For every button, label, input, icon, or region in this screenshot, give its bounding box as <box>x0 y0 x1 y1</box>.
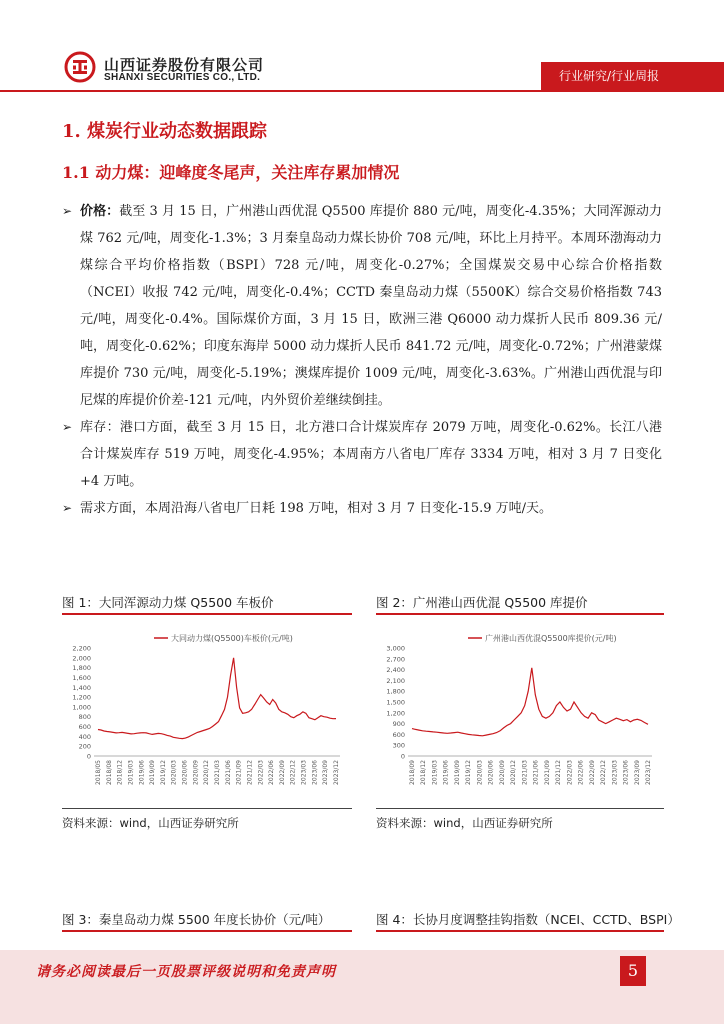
y-tick-label: 2,400 <box>386 666 405 675</box>
series-line <box>98 658 336 739</box>
section-heading: 1. 煤炭行业动态数据跟踪 <box>62 121 268 142</box>
x-tick-label: 2019/06 <box>138 760 146 785</box>
figure-2-title: 图 2：广州港山西优混 Q5500 库提价 <box>376 595 588 610</box>
x-tick-label: 2022/12 <box>600 760 608 785</box>
bullet-demand <box>62 495 662 522</box>
x-tick-label: 2020/03 <box>170 760 178 785</box>
y-tick-label: 1,200 <box>72 693 91 702</box>
x-tick-label: 2022/03 <box>257 760 265 785</box>
x-tick-label: 2023/06 <box>622 760 630 785</box>
bullet-inventory <box>62 414 662 495</box>
x-tick-label: 2018/12 <box>116 760 124 785</box>
x-tick-label: 2021/06 <box>532 760 540 785</box>
figure-2-top-rule <box>376 613 664 615</box>
y-tick-label: 0 <box>400 752 405 761</box>
y-tick-label: 300 <box>392 741 405 750</box>
page-number: 5 <box>620 956 646 986</box>
page-footer <box>0 950 724 1024</box>
header-divider <box>0 90 724 92</box>
x-tick-label: 2021/09 <box>543 760 551 785</box>
y-tick-label: 2,200 <box>72 644 91 653</box>
x-tick-label: 2020/06 <box>181 760 189 785</box>
page-header <box>0 0 724 98</box>
y-tick-label: 1,200 <box>386 709 405 718</box>
x-tick-label: 2021/03 <box>521 760 529 785</box>
figure-2-chart <box>376 620 664 805</box>
x-tick-label: 2019/12 <box>465 760 473 785</box>
figure-1-source: 资料来源：wind，山西证券研究所 <box>62 816 239 830</box>
x-tick-label: 2020/06 <box>487 760 495 785</box>
arrow-bullet-icon: ➢ <box>62 501 73 515</box>
figure-1-top-rule <box>62 613 352 615</box>
figure-2-bottom-rule <box>376 808 664 809</box>
figure-3-top-rule <box>62 930 352 932</box>
figure-2-source: 资料来源：wind，山西证券研究所 <box>376 816 553 830</box>
bullet-text: 库存：港口方面，截至 3 月 15 日，北方港口合计煤炭库存 2079 万吨，周变化-0.62%。长江八港合计煤炭库存 519 万吨，周变化-4.95%；本周南方八省电厂库存 3334 万吨，相对 3 月 7 日变化+4 万吨。 <box>80 420 662 489</box>
y-tick-label: 600 <box>392 730 405 739</box>
y-tick-label: 900 <box>392 720 405 729</box>
figure-1-bottom-rule <box>62 808 352 809</box>
y-tick-label: 1,800 <box>386 687 405 696</box>
y-tick-label: 200 <box>78 742 91 751</box>
x-tick-label: 2019/09 <box>149 760 157 785</box>
y-tick-label: 1,600 <box>72 673 91 682</box>
x-tick-label: 2018/08 <box>105 760 113 785</box>
x-tick-label: 2018/09 <box>409 760 416 785</box>
x-tick-label: 2023/03 <box>611 760 619 785</box>
company-name-en: SHANXI SECURITIES CO., LTD. <box>104 72 261 83</box>
legend-label: 大同动力煤(Q5500)车板价(元/吨) <box>171 634 293 643</box>
x-tick-label: 2022/09 <box>278 760 286 785</box>
x-tick-label: 2019/09 <box>453 760 461 785</box>
report-type-badge: 行业研究/行业周报 <box>541 62 724 90</box>
x-tick-label: 2022/06 <box>268 760 276 785</box>
bullet-text: 截至 3 月 15 日，广州港山西优混 Q5500 库提价 880 元/吨，周变化-4.35%；大同浑源动力煤 762 元/吨，周变化-1.3%；3 月秦皇岛动力煤长协价 708 元/吨，环比上月持平。本周环渤海动力煤综合平均价格指数（BSPI）728 元/吨，周变化-0.27%；全国煤炭交易中心综合价格指数（NCEI）收报 742 元/吨，周变化-0.4%；CCTD 秦皇岛动力煤（5500K）综合交易价格指数 743 元/吨，周变化-0.4%。国际煤价方面，3 月 15 日，欧洲三港 Q6000 动力煤折人民币 809.36 元/吨，周变化-0.62%；印度东海岸 5000 动力煤折人民币 841.72 元/吨，周变化-0.72%；广州港蒙煤库提价 730 元/吨，周变化-5.19%；澳煤库提价 1009 元/吨，周变化-3.63%。广州港山西优混与印尼煤的库提价价差-121 元/吨，内外贸价差继续倒挂。 <box>80 204 662 408</box>
x-tick-label: 2020/09 <box>192 760 200 785</box>
bullet-lead: 价格： <box>80 204 120 219</box>
x-tick-label: 2022/06 <box>577 760 585 785</box>
y-tick-label: 600 <box>78 723 91 732</box>
figure-1-title: 图 1：大同浑源动力煤 Q5500 车板价 <box>62 595 274 610</box>
x-tick-label: 2023/12 <box>333 760 340 785</box>
bullet-list <box>62 198 662 522</box>
disclaimer-text: 请务必阅读最后一页股票评级说明和免责声明 <box>36 964 336 980</box>
x-tick-label: 2022/09 <box>588 760 596 785</box>
x-tick-label: 2020/03 <box>476 760 484 785</box>
series-line <box>412 668 648 736</box>
x-tick-label: 2020/12 <box>510 760 518 785</box>
x-tick-label: 2021/12 <box>246 760 254 785</box>
x-tick-label: 2018/12 <box>420 760 428 785</box>
y-tick-label: 1,500 <box>386 698 405 707</box>
bullet-price <box>62 198 662 414</box>
x-tick-label: 2021/06 <box>224 760 232 785</box>
x-tick-label: 2023/09 <box>322 760 330 785</box>
y-tick-label: 1,400 <box>72 683 91 692</box>
arrow-bullet-icon: ➢ <box>62 204 73 218</box>
x-tick-label: 2019/03 <box>127 760 135 785</box>
x-tick-label: 2021/03 <box>214 760 221 785</box>
company-name-cn: 山西证券股份有限公司 <box>104 56 265 74</box>
legend-label: 广州港山西优混Q5500库提价(元/吨) <box>485 634 617 643</box>
y-tick-label: 0 <box>86 752 91 761</box>
x-tick-label: 2018/05 <box>95 760 102 785</box>
company-logo-icon <box>64 51 96 83</box>
y-tick-label: 800 <box>78 713 91 722</box>
y-tick-label: 1,800 <box>72 664 91 673</box>
x-tick-label: 2023/03 <box>300 760 308 785</box>
y-tick-label: 2,700 <box>386 655 405 664</box>
x-tick-label: 2021/09 <box>235 760 243 785</box>
x-tick-label: 2023/06 <box>311 760 319 785</box>
figure-4-top-rule <box>376 930 664 932</box>
figure-3-title: 图 3：秦皇岛动力煤 5500 年度长协价（元/吨） <box>62 912 331 927</box>
arrow-bullet-icon: ➢ <box>62 420 73 434</box>
x-tick-label: 2020/09 <box>498 760 506 785</box>
figure-4-title: 图 4：长协月度调整挂钩指数（NCEI、CCTD、BSPI） <box>376 912 680 927</box>
y-tick-label: 2,100 <box>386 676 405 685</box>
y-tick-label: 1,000 <box>72 703 91 712</box>
x-tick-label: 2022/12 <box>289 760 297 785</box>
x-tick-label: 2022/03 <box>566 760 574 785</box>
subsection-heading: 1.1 动力煤：迎峰度冬尾声，关注库存累加情况 <box>62 163 400 182</box>
x-tick-label: 2019/03 <box>431 760 439 785</box>
x-tick-label: 2021/12 <box>555 760 563 785</box>
y-tick-label: 2,000 <box>72 654 91 663</box>
figure-1-chart <box>62 620 352 805</box>
y-tick-label: 400 <box>78 732 91 741</box>
y-tick-label: 3,000 <box>386 644 405 653</box>
x-tick-label: 2019/06 <box>442 760 450 785</box>
x-tick-label: 2019/12 <box>159 760 167 785</box>
bullet-text: 需求方面，本周沿海八省电厂日耗 198 万吨，相对 3 月 7 日变化-15.9 万吨/天。 <box>80 501 552 516</box>
x-tick-label: 2023/12 <box>645 760 652 785</box>
x-tick-label: 2023/09 <box>633 760 641 785</box>
x-tick-label: 2020/12 <box>203 760 211 785</box>
